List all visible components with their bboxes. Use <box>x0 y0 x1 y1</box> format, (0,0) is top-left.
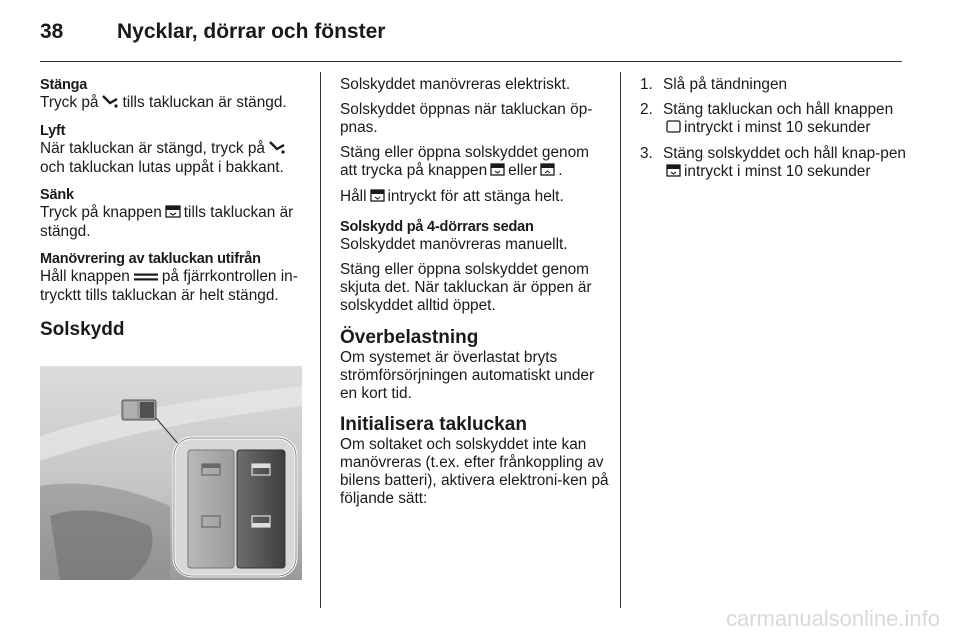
subheading-sedan: Solskydd på 4-dörrars sedan <box>340 219 534 235</box>
page-title: Nycklar, dörrar och fönster <box>117 20 386 43</box>
procedure-list <box>640 76 910 182</box>
text-utifran-pre: Håll knappen <box>40 268 130 285</box>
subheading-lyft: Lyft <box>40 123 66 139</box>
sunshade-close-icon <box>666 164 681 182</box>
section-solskydd: Solskydd <box>40 319 125 340</box>
list-text-post: intryckt i minst 10 sekunder <box>684 163 871 180</box>
sunshade-open-icon <box>540 163 555 181</box>
text-lyft <box>40 140 308 177</box>
list-number: 2. <box>640 101 653 118</box>
list-item <box>640 76 910 94</box>
sunshade-close-icon <box>490 163 505 181</box>
paragraph-button-post: . <box>558 162 563 179</box>
column-divider-1 <box>320 72 321 608</box>
column-middle <box>340 76 610 515</box>
list-item <box>640 145 910 182</box>
text-lyft-post: och takluckan lutas uppåt i bakkant. <box>40 159 284 176</box>
section-initialize: Initialisera takluckan <box>340 414 527 435</box>
text-utifran-post: på fjärrkontrollen in-trycktt tills takluckan är helt stängd. <box>40 268 298 304</box>
paragraph-manual: Solskyddet manövreras manuellt. <box>340 236 568 253</box>
block-utifran <box>40 250 308 305</box>
list-text: Slå på tändningen <box>663 76 788 93</box>
roof-button-icon <box>666 120 681 138</box>
paragraph-hold-pre: Håll <box>340 188 367 205</box>
roof-close-button-icon <box>165 205 181 223</box>
paragraph-button-pre: Stäng eller öppna solskyddet genom att trycka på knappen <box>340 144 589 179</box>
paragraph-button-mid: eller <box>508 162 538 179</box>
tilt-up-icon <box>268 140 286 159</box>
text-sank-post: tills takluckan är stängd. <box>40 204 294 240</box>
text-lyft-pre: När takluckan är stängd, tryck på <box>40 140 265 157</box>
text-stanga-post: tills takluckan är stängd. <box>122 94 287 111</box>
watermark: carmanualsonline.info <box>725 606 940 631</box>
section-overload: Överbelastning <box>340 327 479 348</box>
paragraph-hold <box>340 188 610 207</box>
block-stanga <box>40 76 308 113</box>
sunshade-close-icon <box>370 189 385 207</box>
text-stanga-pre: Tryck på <box>40 94 99 111</box>
list-number: 1. <box>640 76 653 93</box>
header-rule <box>40 61 902 62</box>
list-number: 3. <box>640 145 653 162</box>
remote-lock-icon <box>133 269 159 287</box>
paragraph-electric: Solskyddet manövreras elektriskt. <box>340 76 571 93</box>
subheading-utifran: Manövrering av takluckan utifrån <box>40 251 261 267</box>
tilt-close-icon <box>101 94 119 113</box>
paragraph-button <box>340 144 610 181</box>
list-text-pre: Stäng solskyddet och håll knap-pen <box>663 145 906 162</box>
page-number: 38 <box>40 20 64 43</box>
column-right <box>640 76 910 189</box>
paragraph-hold-post: intryckt för att stänga helt. <box>387 188 564 205</box>
text-sank <box>40 204 308 241</box>
paragraph-overload: Om systemet är överlastat bryts strömförsörjningen automatiskt under en kort tid. <box>340 349 595 402</box>
text-stanga <box>40 94 308 113</box>
column-divider-2 <box>620 72 621 608</box>
column-left <box>40 76 308 341</box>
paragraph-opens: Solskyddet öppnas när takluckan öp-pnas. <box>340 101 593 136</box>
list-item <box>640 101 910 138</box>
subheading-stanga: Stänga <box>40 77 88 93</box>
subheading-sank: Sänk <box>40 187 74 203</box>
list-text-post: intryckt i minst 10 sekunder <box>684 119 871 136</box>
paragraph-initialize: Om soltaket och solskyddet inte kan manövreras (t.ex. efter frånkoppling av bilens batteri), aktivera elektroni-ken på följande sätt: <box>340 436 609 507</box>
text-utifran <box>40 268 308 305</box>
paragraph-slide: Stäng eller öppna solskyddet genom skjuta det. När takluckan är öppen är solskyddet alltid öppet. <box>340 261 592 314</box>
block-lyft <box>40 122 308 177</box>
text-sank-pre: Tryck på knappen <box>40 204 162 221</box>
block-sank <box>40 186 308 241</box>
list-text-pre: Stäng takluckan och håll knappen <box>663 101 894 118</box>
sunshade-switch-illustration <box>40 366 302 580</box>
